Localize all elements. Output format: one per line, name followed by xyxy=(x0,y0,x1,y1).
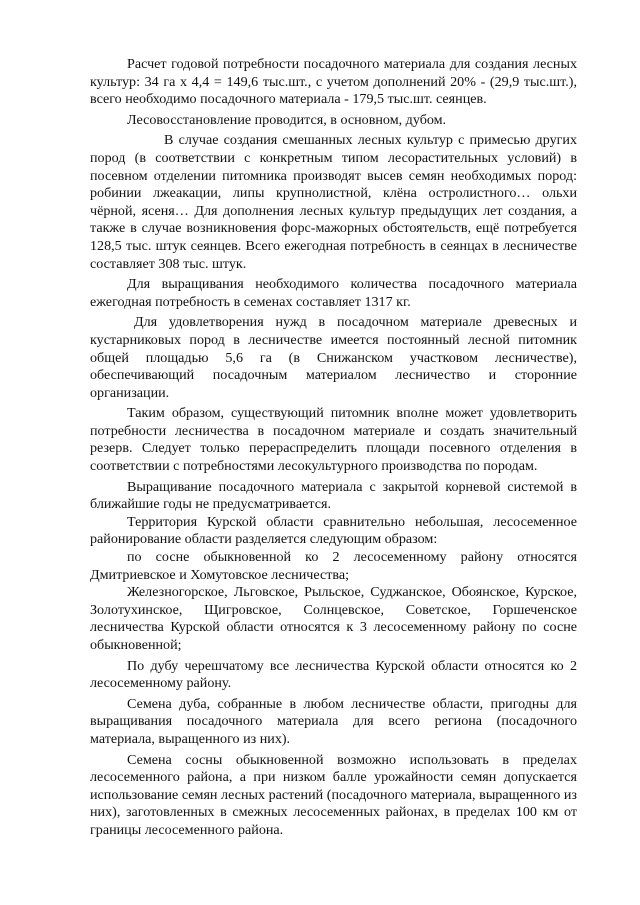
document-page xyxy=(90,56,577,840)
paragraph-pine-seeds: Семена сосны обыкновенной возможно использовать в пределах лесосеменного района, а при низком балле урожайности семян допускается использование семян лесных растений (посадочного материала, выращенного из них), заготовленных в смежных лесосеменных районах, в пределах 100 км от границы лесосеменного района. xyxy=(90,751,577,838)
paragraph-seed-demand: Для выращивания необходимого количества посадочного материала ежегодная потребность в семенах составляет 1317 кг. xyxy=(90,276,577,310)
paragraph-pine-zone-2: по сосне обыкновенной ко 2 лесосеменному району относятся Дмитриевское и Хомутовское лесничества; xyxy=(90,549,577,583)
paragraph-mixed-cultures: В случае создания смешанных лесных культур с примесью других пород (в соответствии с конкретным типом лесорастительных условий) в посевном отделении питомника производят высев семян необходимых пород: робинии лжеакации, липы крупнолистной, клёна остролистного… ольхи чёрной, ясеня… Для дополнения лесных культур предыдущих лет создания, а также в случае возникновения форс-мажорных обстоятельств, ещё потребуется 128,5 тыс. штук сеянцев. Всего ежегодная потребность в сеянцах в лесничестве составляет 308 тыс. штук. xyxy=(90,132,577,272)
paragraph-closed-root-system: Выращивание посадочного материала с закрытой корневой системой в ближайшие годы не предусматривается. xyxy=(90,478,577,513)
paragraph-forest-nursery: Для удовлетворения нужд в посадочном материале древесных и кустарниковых пород в лесничестве имеется постоянный лесной питомник общей площадью 5,6 га (в Снижанском участковом лесничестве), обеспечивающий посадочным материалом лесничество и сторонние организации. xyxy=(90,314,577,401)
paragraph-oak-seeds: Семена дуба, собранные в любом лесничестве области, пригодны для выращивания посадочного материала для всего региона (посадочного материала, выращенного из них). xyxy=(90,695,577,747)
paragraph-planting-material-calculation: Расчет годовой потребности посадочного материала для создания лесных культур: 34 га х 4,4 = 149,6 тыс.шт., с учетом дополнений 20% - (29,9 тыс.шт.), всего необходимо посадочного материала - 179,5 тыс.шт. сеянцев. xyxy=(90,56,577,108)
paragraph-reforestation-oak: Лесовосстановление проводится, в основном, дубом. xyxy=(127,111,447,128)
paragraph-seed-zoning-intro: Территория Курской области сравнительно небольшая, лесосеменное районирование области разделяется следующим образом: xyxy=(90,513,577,548)
paragraph-nursery-capacity: Таким образом, существующий питомник вполне может удовлетворить потребности лесничества в посадочном материале и создать значительный резерв. Следует только перераспределить площади посевного отделения в соответствии с потребностями лесокультурного производства по породам. xyxy=(90,405,577,475)
paragraph-pine-zone-3: Железногорское, Льговское, Рыльское, Суджанское, Обоянское, Курское, Золотухинское, Щигровское, Солнцевское, Советское, Горшеченское лесничества Курской области относятся к 3 лесосеменному району по сосне обыкновенной; xyxy=(90,584,577,653)
paragraph-oak-zone: По дубу черешчатому все лесничества Курской области относятся ко 2 лесосеменному району. xyxy=(90,657,577,692)
